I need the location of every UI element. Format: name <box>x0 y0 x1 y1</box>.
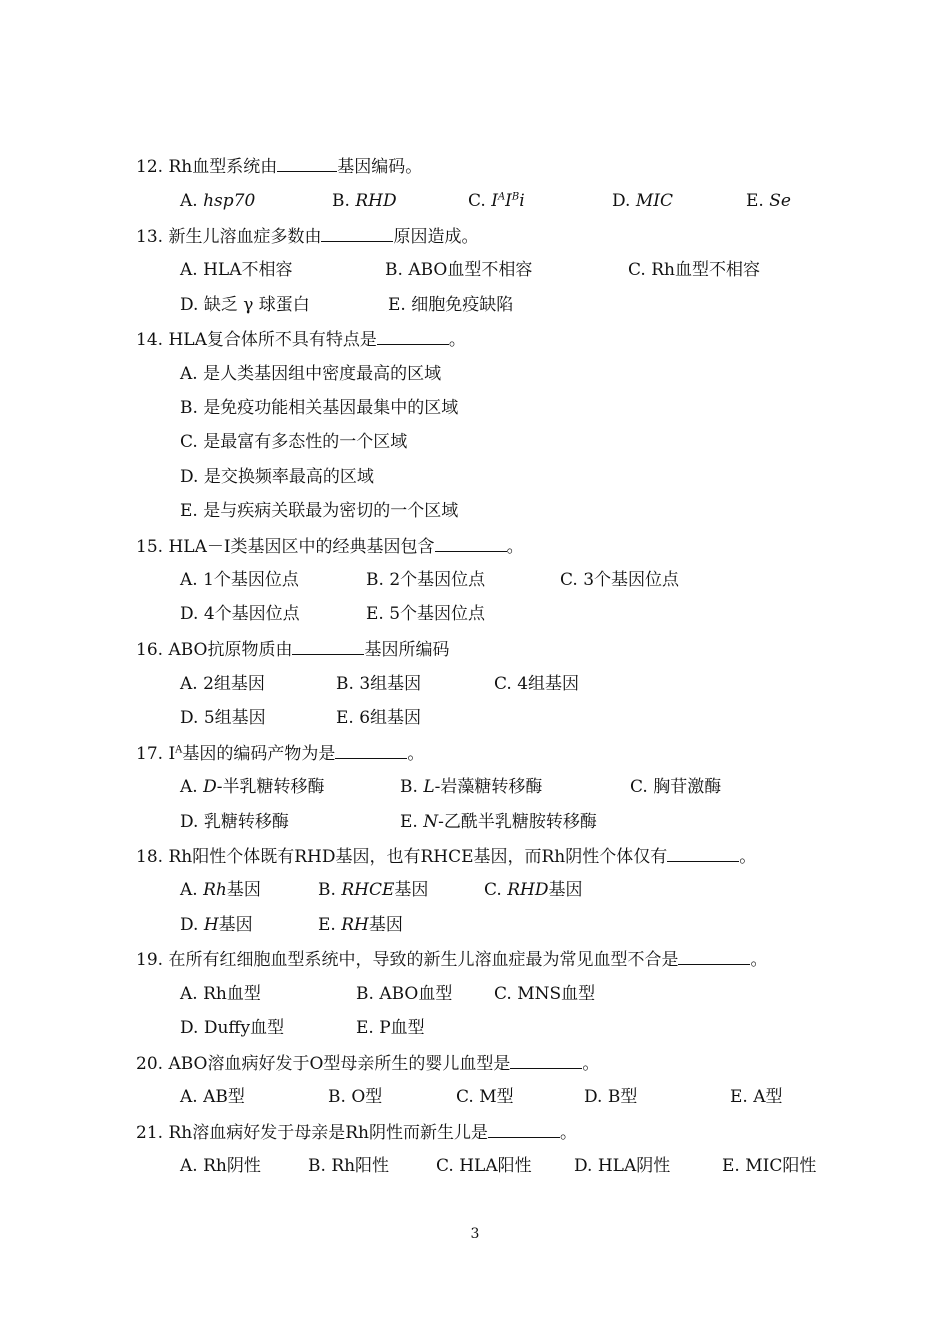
option-14-c: C. 是最富有多态性的一个区域 <box>180 432 408 452</box>
option-19-c: C. MNS血型 <box>494 984 596 1004</box>
option-17-e: E. N-乙酰半乳糖胺转移酶 <box>400 812 597 832</box>
question-text-end: 。 <box>559 1123 577 1143</box>
answer-blank <box>435 535 507 552</box>
option-15-b: B. 2个基因位点 <box>366 570 486 590</box>
question-number: 20. <box>136 1054 164 1074</box>
question-text-end: 。 <box>506 537 524 557</box>
question-21 <box>136 1121 577 1144</box>
option-21-c: C. HLA阳性 <box>436 1156 532 1176</box>
option-16-e: E. 6组基因 <box>336 708 422 728</box>
question-text-end: 。 <box>407 744 425 764</box>
question-text: HLA复合体所不具有特点是 <box>168 330 377 350</box>
option-21-e: E. MIC阳性 <box>722 1156 817 1176</box>
option-19-e: E. P血型 <box>356 1018 425 1038</box>
option-12-c: C. $I^AI^Bi$ <box>468 191 525 211</box>
option-12-d: D. MIC <box>612 191 673 211</box>
option-21-b: B. Rh阳性 <box>308 1156 390 1176</box>
option-19-d: D. Duffy血型 <box>180 1018 285 1038</box>
option-16-c: C. 4组基因 <box>494 674 580 694</box>
option-16-d: D. 5组基因 <box>180 708 266 728</box>
option-21-a: A. Rh阴性 <box>180 1156 261 1176</box>
option-20-d: D. B型 <box>584 1087 638 1107</box>
answer-blank <box>277 155 337 172</box>
question-text: ABO溶血病好发于O型母亲所生的婴儿血型是 <box>168 1054 511 1074</box>
option-13-c: C. Rh血型不相容 <box>628 260 760 280</box>
option-17-c: C. 胸苷激酶 <box>630 777 722 797</box>
question-text-end: 。 <box>448 330 466 350</box>
option-17-b: B. L-岩藻糖转移酶 <box>400 777 543 797</box>
question-text-end: 。 <box>750 950 768 970</box>
question-text: Rh溶血病好发于母亲是Rh阴性而新生儿是 <box>168 1123 488 1143</box>
option-20-b: B. O型 <box>328 1087 383 1107</box>
question-number: 15. <box>136 537 164 557</box>
answer-blank <box>335 742 407 759</box>
question-number: 21. <box>136 1123 164 1143</box>
option-15-d: D. 4个基因位点 <box>180 604 300 624</box>
question-number: 14. <box>136 330 164 350</box>
option-13-e: E. 细胞免疫缺陷 <box>388 295 514 315</box>
option-19-b: B. ABO血型 <box>356 984 453 1004</box>
option-20-e: E. A型 <box>730 1087 783 1107</box>
answer-blank <box>377 328 449 345</box>
answer-blank <box>488 1121 560 1138</box>
page-number: 3 <box>470 1226 480 1242</box>
answer-blank <box>510 1052 582 1069</box>
question-19 <box>136 948 767 971</box>
option-14-b: B. 是免疫功能相关基因最集中的区域 <box>180 398 459 418</box>
question-number: 19. <box>136 950 164 970</box>
question-text: Rh阳性个体既有RHD基因，也有RHCE基因，而Rh阴性个体仅有 <box>168 847 668 867</box>
answer-blank <box>678 948 750 965</box>
answer-blank <box>321 225 393 242</box>
option-12-a: A. hsp70 <box>180 191 256 211</box>
option-15-e: E. 5个基因位点 <box>366 604 486 624</box>
option-18-c: C. RHD基因 <box>484 880 583 900</box>
question-text: 基因的编码产物为是 <box>182 744 336 764</box>
question-12 <box>136 155 422 178</box>
option-18-b: B. RHCE基因 <box>318 880 429 900</box>
question-17 <box>136 742 424 765</box>
option-12-b: B. RHD <box>332 191 397 211</box>
question-text-end: 原因造成。 <box>393 227 479 247</box>
option-13-b: B. ABO血型不相容 <box>385 260 533 280</box>
question-13 <box>136 225 478 248</box>
option-14-e: E. 是与疾病关联最为密切的一个区域 <box>180 501 459 521</box>
option-17-a: A. D-半乳糖转移酶 <box>180 777 325 797</box>
question-number: 16. <box>136 640 164 660</box>
question-text-gene: $I^A$ <box>168 744 183 764</box>
option-16-a: A. 2组基因 <box>180 674 265 694</box>
question-number: 17. <box>136 744 164 764</box>
question-20 <box>136 1052 599 1075</box>
option-18-d: D. H基因 <box>180 915 253 935</box>
option-17-d: D. 乳糖转移酶 <box>180 812 289 832</box>
question-number: 13. <box>136 227 164 247</box>
option-20-c: C. M型 <box>456 1087 514 1107</box>
question-text-end: 基因所编码 <box>364 640 450 660</box>
option-14-d: D. 是交换频率最高的区域 <box>180 467 374 487</box>
question-text-end: 。 <box>739 847 757 867</box>
option-13-d: D. 缺乏 γ 球蛋白 <box>180 295 310 315</box>
option-20-a: A. AB型 <box>180 1087 245 1107</box>
option-21-d: D. HLA阴性 <box>574 1156 671 1176</box>
question-text: 新生儿溶血症多数由 <box>168 227 322 247</box>
question-text: Rh血型系统由 <box>168 157 278 177</box>
answer-blank <box>667 845 739 862</box>
question-text-end: 基因编码。 <box>337 157 423 177</box>
answer-blank <box>292 638 364 655</box>
question-text-end: 。 <box>582 1054 600 1074</box>
question-text: 在所有红细胞血型系统中，导致的新生儿溶血症最为常见血型不合是 <box>168 950 679 970</box>
option-19-a: A. Rh血型 <box>180 984 261 1004</box>
option-15-c: C. 3个基因位点 <box>560 570 680 590</box>
question-15 <box>136 535 524 558</box>
option-13-a: A. HLA不相容 <box>180 260 293 280</box>
question-text: ABO抗原物质由 <box>168 640 293 660</box>
option-18-a: A. Rh基因 <box>180 880 261 900</box>
question-16 <box>136 638 449 661</box>
option-16-b: B. 3组基因 <box>336 674 422 694</box>
option-18-e: E. RH基因 <box>318 915 403 935</box>
question-number: 18. <box>136 847 164 867</box>
option-15-a: A. 1个基因位点 <box>180 570 299 590</box>
question-14 <box>136 328 466 351</box>
question-number: 12. <box>136 157 164 177</box>
option-12-e: E. Se <box>746 191 791 211</box>
question-18 <box>136 845 756 868</box>
question-text: HLA－I类基因区中的经典基因包含 <box>168 537 435 557</box>
option-14-a: A. 是人类基因组中密度最高的区域 <box>180 364 442 384</box>
